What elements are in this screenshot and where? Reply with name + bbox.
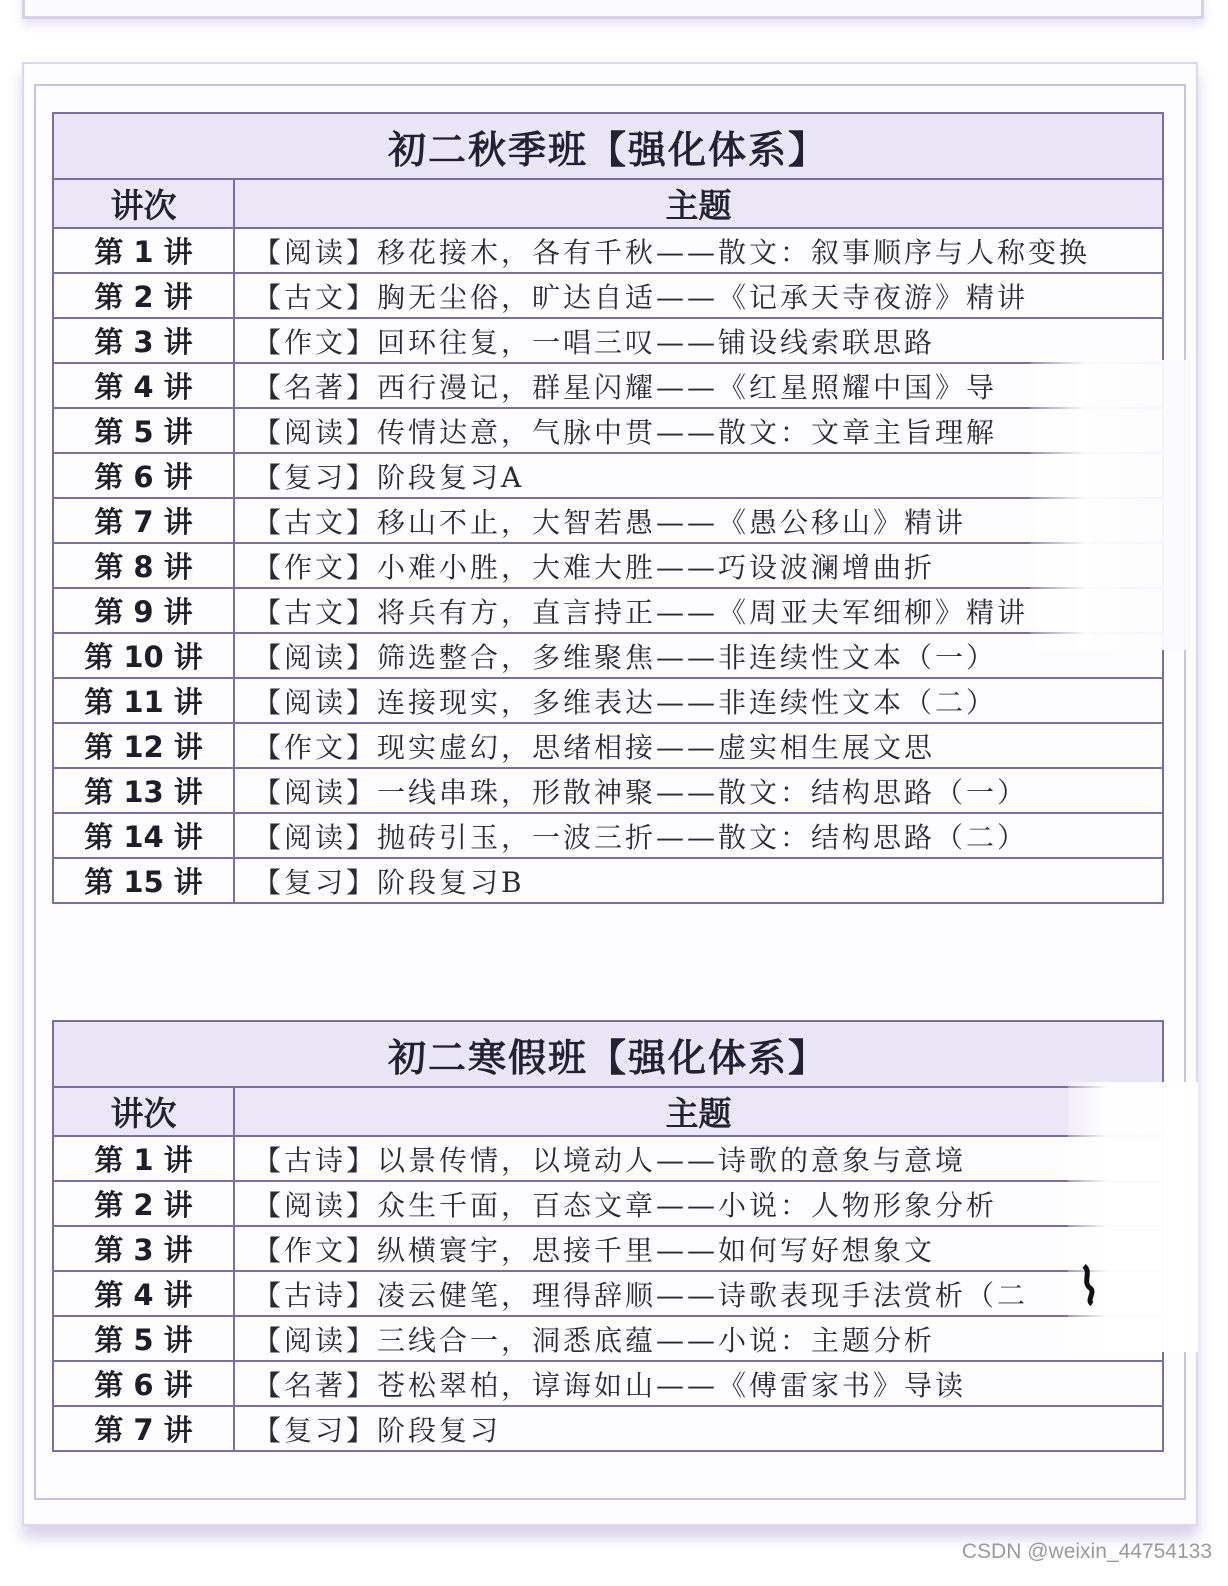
lesson-topic: 【古文】将兵有方，直言持正——《周亚夫军细柳》精讲 — [234, 588, 1163, 633]
lesson-topic: 【阅读】连接现实，多维表达——非连续性文本（二） — [234, 678, 1163, 723]
lesson-topic: 【作文】回环往复，一唱三叹——铺设线索联思路 — [234, 318, 1163, 363]
lesson-number: 第 4 讲 — [53, 1271, 234, 1316]
lesson-topic: 【作文】小难小胜，大难大胜——巧设波澜增曲折 — [234, 543, 1163, 588]
lesson-number: 第 9 讲 — [53, 588, 234, 633]
lesson-topic: 【古诗】凌云健笔，理得辞顺——诗歌表现手法赏析（二 — [234, 1271, 1163, 1316]
table-row — [53, 1181, 1163, 1226]
table-title: 初二秋季班【强化体系】 — [53, 113, 1163, 179]
table-row — [53, 813, 1163, 858]
column-header-topic: 主题 — [234, 179, 1163, 228]
lesson-number: 第 1 讲 — [53, 1136, 234, 1181]
table-body — [53, 228, 1163, 903]
lesson-topic: 【复习】阶段复习A — [234, 453, 1163, 498]
table-row — [53, 318, 1163, 363]
lesson-number: 第 13 讲 — [53, 768, 234, 813]
lesson-topic: 【古文】胸无尘俗，旷达自适——《记承天寺夜游》精讲 — [234, 273, 1163, 318]
table-row — [53, 768, 1163, 813]
winter-class-table — [52, 1020, 1164, 1452]
lesson-topic: 【阅读】移花接木，各有千秋——散文：叙事顺序与人称变换 — [234, 228, 1163, 273]
lesson-topic: 【复习】阶段复习 — [234, 1406, 1163, 1451]
lesson-topic: 【阅读】抛砖引玉，一波三折——散文：结构思路（二） — [234, 813, 1163, 858]
table-row — [53, 228, 1163, 273]
lesson-topic: 【复习】阶段复习B — [234, 858, 1163, 903]
lesson-number: 第 1 讲 — [53, 228, 234, 273]
lesson-topic: 【阅读】一线串珠，形散神聚——散文：结构思路（一） — [234, 768, 1163, 813]
lesson-topic: 【名著】苍松翠柏，谆诲如山——《傅雷家书》导读 — [234, 1361, 1163, 1406]
lesson-number: 第 14 讲 — [53, 813, 234, 858]
lesson-number: 第 3 讲 — [53, 1226, 234, 1271]
table-row — [53, 1226, 1163, 1271]
lesson-number: 第 4 讲 — [53, 363, 234, 408]
lesson-number: 第 12 讲 — [53, 723, 234, 768]
table-row — [53, 678, 1163, 723]
lesson-number: 第 6 讲 — [53, 453, 234, 498]
column-header-lesson: 讲次 — [53, 1087, 234, 1136]
table-row — [53, 408, 1163, 453]
blurred-overlay — [1030, 360, 1190, 650]
lesson-number: 第 5 讲 — [53, 408, 234, 453]
ink-mark — [1078, 1262, 1100, 1306]
lesson-topic: 【阅读】传情达意，气脉中贯——散文：文章主旨理解 — [234, 408, 1163, 453]
lesson-number: 第 11 讲 — [53, 678, 234, 723]
lesson-number: 第 7 讲 — [53, 498, 234, 543]
lesson-number: 第 8 讲 — [53, 543, 234, 588]
table-row — [53, 588, 1163, 633]
table-row — [53, 1361, 1163, 1406]
lesson-topic: 【阅读】三线合一，洞悉底蕴——小说：主题分析 — [234, 1316, 1163, 1361]
table-row — [53, 1271, 1163, 1316]
lesson-topic: 【名著】西行漫记，群星闪耀——《红星照耀中国》导 — [234, 363, 1163, 408]
table-row — [53, 453, 1163, 498]
lesson-number: 第 6 讲 — [53, 1361, 234, 1406]
lesson-topic: 【作文】现实虚幻，思绪相接——虚实相生展文思 — [234, 723, 1163, 768]
lesson-topic: 【阅读】筛选整合，多维聚焦——非连续性文本（一） — [234, 633, 1163, 678]
table-row — [53, 858, 1163, 903]
column-header-topic: 主题 — [234, 1087, 1163, 1136]
table-row — [53, 498, 1163, 543]
lesson-topic: 【阅读】众生千面，百态文章——小说：人物形象分析 — [234, 1181, 1163, 1226]
previous-page-card — [22, 0, 1204, 19]
table-title: 初二寒假班【强化体系】 — [53, 1021, 1163, 1087]
column-header-lesson: 讲次 — [53, 179, 234, 228]
lesson-topic: 【作文】纵横寰宇，思接千里——如何写好想象文 — [234, 1226, 1163, 1271]
watermark: CSDN @weixin_44754133 — [961, 1540, 1212, 1563]
lesson-topic: 【古诗】以景传情，以境动人——诗歌的意象与意境 — [234, 1136, 1163, 1181]
table-row — [53, 1316, 1163, 1361]
lesson-number: 第 2 讲 — [53, 1181, 234, 1226]
table-row — [53, 543, 1163, 588]
lesson-number: 第 3 讲 — [53, 318, 234, 363]
table-body — [53, 1136, 1163, 1451]
autumn-class-table — [52, 112, 1164, 904]
table-row — [53, 633, 1163, 678]
lesson-number: 第 15 讲 — [53, 858, 234, 903]
blurred-overlay — [1068, 1082, 1198, 1352]
table-row — [53, 273, 1163, 318]
lesson-topic: 【古文】移山不止，大智若愚——《愚公移山》精讲 — [234, 498, 1163, 543]
lesson-number: 第 10 讲 — [53, 633, 234, 678]
lesson-number: 第 2 讲 — [53, 273, 234, 318]
table-row — [53, 1406, 1163, 1451]
table-row — [53, 1136, 1163, 1181]
table-row — [53, 723, 1163, 768]
table-row — [53, 363, 1163, 408]
lesson-number: 第 5 讲 — [53, 1316, 234, 1361]
lesson-number: 第 7 讲 — [53, 1406, 234, 1451]
